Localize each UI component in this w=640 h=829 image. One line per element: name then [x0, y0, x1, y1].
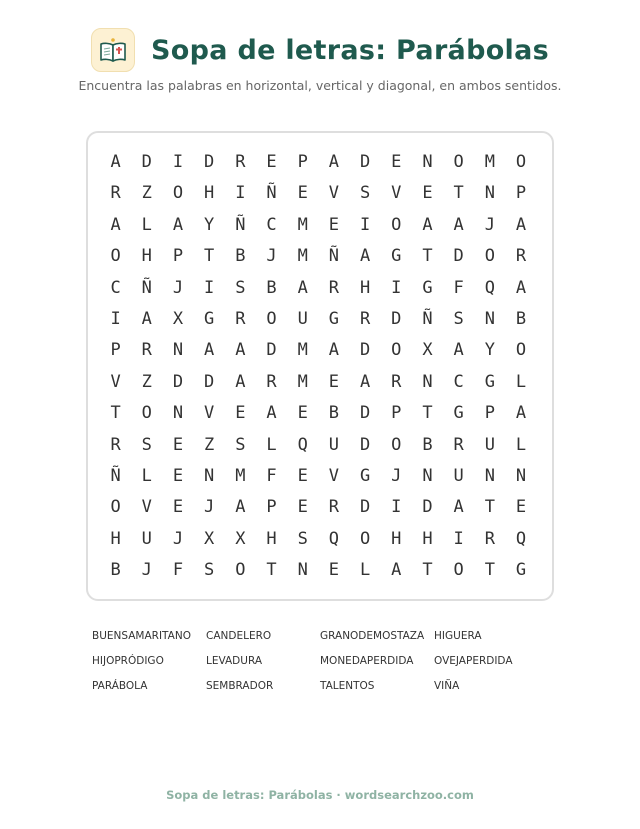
grid-cell[interactable]: U [484, 434, 495, 455]
grid-cell[interactable]: O [110, 246, 121, 267]
grid-cell[interactable]: E [391, 152, 402, 172]
grid-cell[interactable]: D [172, 371, 184, 392]
grid-cell[interactable]: N [515, 465, 527, 486]
grid-cell[interactable]: E [297, 403, 308, 424]
grid-cell[interactable]: N [204, 465, 215, 486]
word-list-item: PARÁBOLA [92, 680, 148, 692]
grid-cell[interactable]: H [422, 528, 433, 549]
grid-cell[interactable]: E [515, 497, 527, 518]
grid-cell[interactable]: Z [204, 434, 215, 455]
grid-cell[interactable]: T [110, 403, 121, 424]
grid-cell[interactable]: Ñ [422, 308, 433, 329]
grid-cell[interactable]: G [328, 308, 340, 329]
grid-cell[interactable]: J [141, 560, 152, 581]
grid-cell[interactable]: M [484, 152, 495, 172]
grid-cell[interactable]: D [141, 152, 152, 172]
grid-cell[interactable]: T [422, 403, 433, 424]
grid-cell[interactable]: D [391, 308, 402, 329]
grid-cell[interactable]: O [515, 152, 527, 172]
grid-cell[interactable]: R [328, 277, 340, 298]
grid-cell[interactable]: S [359, 183, 371, 204]
grid-cell[interactable]: E [235, 403, 246, 424]
grid-cell[interactable]: T [484, 497, 495, 518]
grid-cell[interactable]: Y [484, 340, 495, 361]
grid-cell[interactable]: I [391, 277, 402, 298]
grid-cell[interactable]: R [266, 371, 277, 392]
grid-cell[interactable]: E [328, 560, 340, 581]
word-list-item: BUENSAMARITANO [92, 630, 191, 642]
grid-cell[interactable]: Ñ [235, 214, 246, 235]
word-list-item: TALENTOS [320, 680, 375, 692]
grid-cell[interactable]: O [391, 340, 402, 361]
grid-cell[interactable]: A [328, 152, 340, 172]
grid-cell[interactable]: N [484, 465, 495, 486]
grid-cell[interactable]: S [141, 434, 152, 455]
grid-cell[interactable]: B [422, 434, 433, 455]
grid-cell[interactable]: E [297, 465, 308, 486]
word-list-item: OVEJAPERDIDA [434, 655, 513, 667]
grid-cell[interactable]: Ñ [328, 246, 340, 267]
grid-cell[interactable]: R [110, 434, 121, 455]
grid-cell[interactable]: Z [141, 183, 152, 204]
grid-cell[interactable]: V [391, 183, 402, 204]
grid-cell[interactable]: D [359, 497, 371, 518]
grid-cell[interactable]: Q [484, 277, 495, 298]
grid-cell[interactable]: C [453, 371, 464, 392]
grid-cell[interactable]: G [453, 403, 464, 424]
grid-cell[interactable]: F [172, 560, 184, 581]
word-list-item: GRANODEMOSTAZA [320, 630, 425, 642]
grid-cell[interactable]: R [453, 434, 464, 455]
grid-cell[interactable]: N [484, 183, 495, 204]
grid-cell[interactable]: B [266, 277, 277, 298]
grid-cell[interactable]: N [484, 308, 495, 329]
grid-cell[interactable]: Q [297, 434, 308, 455]
grid-cell[interactable]: A [453, 497, 464, 518]
grid-cell[interactable]: M [235, 465, 246, 486]
word-list-item: SEMBRADOR [206, 680, 274, 692]
grid-cell[interactable]: L [141, 214, 152, 235]
grid-cell[interactable]: O [110, 497, 121, 518]
grid-cell[interactable]: E [297, 183, 308, 204]
grid-cell[interactable]: G [484, 371, 495, 392]
grid-cell[interactable]: L [515, 371, 527, 392]
grid-cell[interactable]: A [235, 497, 246, 518]
grid-cell[interactable]: T [484, 560, 495, 581]
word-list-item: CANDELERO [206, 630, 272, 642]
grid-cell[interactable]: R [359, 308, 371, 329]
grid-cell[interactable]: O [359, 528, 371, 549]
grid-cell[interactable]: A [235, 371, 246, 392]
grid-cell[interactable]: A [235, 340, 246, 361]
page-header [0, 28, 640, 72]
grid-cell[interactable]: Q [515, 528, 527, 549]
grid-cell[interactable]: R [328, 497, 340, 518]
grid-cell[interactable]: S [453, 308, 464, 329]
grid-cell[interactable]: A [515, 403, 527, 424]
grid-cell[interactable]: X [422, 340, 433, 361]
grid-cell[interactable]: F [266, 465, 277, 486]
grid-cell[interactable]: L [141, 465, 152, 486]
grid-cell[interactable]: J [172, 528, 184, 549]
grid-cell[interactable]: O [391, 434, 402, 455]
page-subtitle: Encuentra las palabras en horizontal, vertical y diagonal, en ambos sentidos. [78, 78, 562, 93]
grid-cell[interactable]: A [422, 214, 433, 235]
grid-cell[interactable]: D [359, 152, 371, 172]
grid-cell[interactable]: G [391, 246, 402, 267]
grid-cell[interactable]: A [266, 403, 277, 424]
grid-cell[interactable]: I [110, 308, 121, 329]
grid-cell[interactable]: I [391, 497, 402, 518]
grid-cell[interactable]: O [515, 340, 527, 361]
grid-cell[interactable]: U [141, 528, 152, 549]
grid-cell[interactable]: L [359, 560, 371, 581]
grid-cell[interactable]: S [235, 277, 246, 298]
grid-cell[interactable]: E [328, 371, 340, 392]
grid-cell[interactable]: P [172, 246, 184, 267]
grid-cell[interactable]: I [172, 152, 184, 172]
grid-cell[interactable]: T [266, 560, 277, 581]
grid-cell[interactable]: C [110, 277, 121, 298]
grid-cell[interactable]: O [172, 183, 184, 204]
grid-cell[interactable]: T [204, 246, 215, 267]
grid-cell[interactable]: U [453, 465, 464, 486]
grid-cell[interactable]: A [141, 308, 152, 329]
grid-cell[interactable]: I [359, 214, 371, 235]
grid-cell[interactable]: H [266, 528, 277, 549]
word-list-item: HIGUERA [434, 630, 482, 642]
grid-cell[interactable]: T [422, 246, 433, 267]
grid-cell[interactable]: Y [204, 214, 215, 235]
grid-cell[interactable]: D [359, 434, 371, 455]
grid-cell[interactable]: R [515, 246, 527, 267]
grid-cell[interactable]: O [453, 560, 464, 581]
grid-cell[interactable]: G [204, 308, 215, 329]
grid-cell[interactable]: L [266, 434, 277, 455]
grid-cell[interactable]: P [110, 340, 121, 361]
grid-cell[interactable]: A [204, 340, 215, 361]
grid-cell[interactable]: D [359, 340, 371, 361]
grid-cell[interactable]: E [172, 465, 184, 486]
grid-cell[interactable]: X [235, 528, 246, 549]
grid-cell[interactable]: Z [141, 371, 152, 392]
grid-cell[interactable]: G [422, 277, 433, 298]
grid-cell[interactable]: N [172, 403, 184, 424]
grid-cell[interactable]: E [297, 497, 308, 518]
grid-cell[interactable]: E [172, 434, 184, 455]
grid-cell[interactable]: A [391, 560, 402, 581]
grid-cell[interactable]: A [453, 340, 464, 361]
grid-cell[interactable]: D [359, 403, 371, 424]
grid-cell[interactable]: I [235, 183, 246, 204]
grid-cell[interactable]: R [235, 308, 246, 329]
grid-cell[interactable]: S [235, 434, 246, 455]
grid-cell[interactable]: L [515, 434, 527, 455]
grid-cell[interactable]: R [141, 340, 152, 361]
grid-cell[interactable]: O [391, 214, 402, 235]
grid-cell[interactable]: O [266, 308, 277, 329]
grid-cell[interactable]: R [110, 183, 121, 204]
open-book-icon [91, 28, 135, 72]
grid-cell[interactable]: X [172, 308, 184, 329]
grid-cell[interactable]: G [515, 560, 527, 581]
grid-cell[interactable]: N [422, 371, 433, 392]
grid-cell[interactable]: J [266, 246, 277, 267]
grid-cell[interactable]: H [359, 277, 371, 298]
word-list-item: HIJOPRÓDIGO [92, 655, 164, 667]
grid-cell[interactable]: E [328, 214, 340, 235]
letter-grid [100, 147, 537, 586]
grid-cell[interactable]: P [266, 497, 277, 518]
grid-cell[interactable]: A [172, 214, 184, 235]
grid-cell[interactable]: D [266, 340, 277, 361]
grid-cell[interactable]: R [391, 371, 402, 392]
grid-cell[interactable]: Ñ [266, 183, 277, 204]
word-list [92, 626, 548, 701]
grid-cell[interactable]: A [515, 277, 527, 298]
grid-cell[interactable]: A [453, 214, 464, 235]
grid-cell[interactable]: V [141, 497, 152, 518]
grid-cell[interactable]: N [172, 340, 184, 361]
grid-cell[interactable]: R [235, 152, 246, 172]
grid-cell[interactable]: A [110, 152, 121, 172]
grid-cell[interactable]: O [484, 246, 495, 267]
grid-cell[interactable]: J [484, 214, 495, 235]
grid-cell[interactable]: D [453, 246, 464, 267]
grid-cell[interactable]: V [110, 371, 121, 392]
grid-cell[interactable]: J [172, 277, 184, 298]
grid-cell[interactable]: B [328, 403, 340, 424]
grid-cell[interactable]: S [297, 528, 308, 549]
page-footer: Sopa de letras: Parábolas · wordsearchzoo.com [166, 788, 474, 802]
grid-cell[interactable]: M [297, 214, 308, 235]
word-list-item: MONEDAPERDIDA [320, 655, 414, 667]
grid-cell[interactable]: E [172, 497, 184, 518]
word-list-item: LEVADURA [206, 655, 263, 667]
grid-cell[interactable]: M [297, 371, 308, 392]
grid-cell[interactable]: A [359, 246, 371, 267]
grid-cell[interactable]: P [484, 403, 495, 424]
grid-cell[interactable]: I [204, 277, 215, 298]
grid-cell[interactable]: N [422, 152, 433, 172]
word-list-item: VIÑA [434, 680, 460, 692]
grid-cell[interactable]: S [204, 560, 215, 581]
grid-cell[interactable]: Ñ [110, 465, 121, 486]
grid-cell[interactable]: P [515, 183, 527, 204]
grid-cell[interactable]: Ñ [141, 277, 152, 298]
grid-cell[interactable]: A [110, 214, 121, 235]
grid-cell[interactable]: B [235, 246, 246, 267]
grid-cell[interactable]: J [204, 497, 215, 518]
grid-cell[interactable]: A [297, 277, 308, 298]
grid-cell[interactable]: H [110, 528, 121, 549]
grid-cell[interactable]: X [204, 528, 215, 549]
grid-cell[interactable]: R [484, 528, 495, 549]
grid-cell[interactable]: T [422, 560, 433, 581]
grid-cell[interactable]: O [453, 152, 464, 172]
grid-cell[interactable]: P [297, 152, 308, 172]
grid-cell[interactable]: V [328, 183, 340, 204]
grid-cell[interactable]: V [328, 465, 340, 486]
grid-cell[interactable]: H [141, 246, 152, 267]
grid-cell[interactable]: G [359, 465, 371, 486]
grid-cell[interactable]: E [422, 183, 433, 204]
grid-cell[interactable]: C [266, 214, 277, 235]
grid-cell[interactable]: O [235, 560, 246, 581]
grid-cell[interactable]: P [391, 403, 402, 424]
grid-cell[interactable]: B [110, 560, 121, 581]
grid-cell[interactable]: E [266, 152, 277, 172]
grid-cell[interactable]: J [391, 465, 402, 486]
grid-cell[interactable]: D [204, 371, 215, 392]
grid-cell[interactable]: U [328, 434, 340, 455]
grid-cell[interactable]: D [422, 497, 433, 518]
grid-cell[interactable]: A [359, 371, 371, 392]
grid-cell[interactable]: I [453, 528, 464, 549]
grid-cell[interactable]: N [422, 465, 433, 486]
grid-cell[interactable]: M [297, 340, 308, 361]
grid-cell[interactable]: M [297, 246, 308, 267]
grid-cell[interactable]: A [515, 214, 527, 235]
grid-cell[interactable]: U [297, 308, 308, 329]
grid-cell[interactable]: F [453, 277, 464, 298]
grid-cell[interactable]: H [204, 183, 215, 204]
grid-cell[interactable]: T [453, 183, 464, 204]
grid-cell[interactable]: D [204, 152, 215, 172]
grid-cell[interactable]: H [391, 528, 402, 549]
grid-cell[interactable]: N [297, 560, 308, 581]
grid-cell[interactable]: A [328, 340, 340, 361]
grid-cell[interactable]: O [141, 403, 152, 424]
page-title: Sopa de letras: Parábolas [151, 34, 549, 66]
grid-cell[interactable]: V [204, 403, 215, 424]
grid-cell[interactable]: B [515, 308, 527, 329]
grid-cell[interactable]: Q [328, 528, 340, 549]
